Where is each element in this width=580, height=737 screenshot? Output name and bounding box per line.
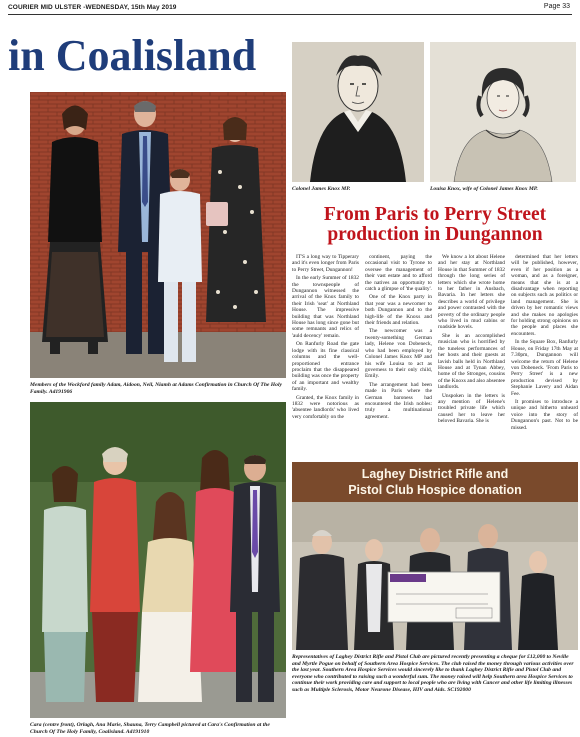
story-column-3 (438, 254, 505, 454)
photo-family-confirmation (30, 92, 286, 378)
laghey-photo-illustration (292, 502, 578, 650)
portrait2-caption: Louisa Knox, wife of Colonel James Knox MP. (430, 186, 538, 192)
story-body (292, 254, 578, 454)
story-paragraph: The newcomer was a twenty-something German lady, Helene von Dobeneck, who had been employed by Colonel James Knox MP and his wife Louisa to act as governess to their only child, Emily. (365, 328, 432, 380)
cara-photo-illustration (30, 402, 286, 718)
story-paragraph: On Ranfurly Road the gate lodge with its fine classical columns and the well-proportioned entrance proclaim that the disappeared building was once the property of an important and wealthy family. (292, 341, 359, 393)
story-paragraph: One of the Knox party in that year was a newcomer to both Dungannon and to the high-life of the Knoxs and their friends and relation. (365, 294, 432, 327)
photo-laghey-donation (292, 462, 578, 650)
story-paragraph: In the Square Box, Ranfurly House, on Friday 17th May at 7.30pm, Dungannon will welcome the return of Helene von Dobeneck. 'From Paris to Perry Street' is a new production devised by Stephanie Lavery and Aidan Fee. (511, 339, 578, 397)
page-number: Page 33 (543, 3, 570, 10)
banner-line-2: Pistol Club Hospice donation (348, 483, 522, 497)
story-paragraph: continent, paying the occasional visit to Tyrone to oversee the management of their vast estate and to afford the natives an opportunity to catch a glimpse of 'the quality'. (365, 254, 432, 293)
photo2-caption: Cara (centre front), Orlagh, Ana Marie, Shauna, Terry Campbell pictured at Cara's Confirmation at the Church Of The Holy Family, Coalisland. Ad191910 (30, 722, 270, 735)
laghey-caption: Representatives of Laghey District Rifle and Pistol Club are pictured recently presenting a cheque for £12,000 to Neville and Myrtle Pogue on behalf of Southern Area Hospice Services. The club raised the money through various activities over the last year. Southern Area Hospice Services would sincerely like to thank Laghey District Rifle and Pistol Club and everyone who contributed to raising such a wonderful sum. The money raised will help Southern area Hospice Services to continue their work providing care and support to local people who are living with Cancer and other life limiting illnesses such as Multiple Sclerosis, Motor Neurone Disease, HIV and Aids. SC192000 (292, 654, 574, 693)
photo-cara-confirmation (30, 402, 286, 718)
story-paragraph: She is an accomplished musician who is horrified by the tuneless performances of her hosts and their guests at lavish balls held in Northland House and at Tynan Abbey, home of the Stronges, cousins of the Knoxs and also absentee landlords. (438, 332, 505, 391)
story-paragraph: The arrangement had been made in Paris where the German baroness had encountered the Irish nobles: truly a multinational agreement. (365, 381, 432, 420)
story-column-4 (511, 254, 578, 454)
story-paragraph: determined that her letters will be published, however, even if her position as a woman, and as a foreigner, means that she is at a disadvantage when reporting on subjects such as politics or land management. She is driven by her romantic views and she makes no apologies for holding strong opinions on the people and places she encounters. (511, 254, 578, 337)
publication-line: COURIER MID ULSTER -WEDNESDAY, 15th May 2019 (8, 4, 177, 11)
story-paragraph: IT'S a long way to Tipperary and it's even longer from Paris to Perry Street, Dungannon! (292, 254, 359, 273)
header-rule (8, 14, 572, 15)
portrait1-caption: Colonel James Knox MP. (292, 186, 351, 192)
laghey-banner (292, 464, 578, 500)
story-paragraph: Unspoken in the letters is any mention of Helene's troubled private life which caused her to leave her beloved Bavaria. She is (438, 392, 505, 425)
story-column-2 (365, 254, 432, 454)
photo1-caption: Members of the Wockford family Adam, Aidoon, Neil, Niamh at Adams Confirmation in Church Of The Holy Family. Ad191906 (30, 382, 282, 395)
portrait-james-knox (292, 42, 424, 182)
banner-line-1: Laghey District Rifle and (361, 467, 509, 481)
story-title: From Paris to Perry Street production in Dungannon (323, 204, 547, 245)
portrait-woman-illustration (430, 42, 576, 182)
portrait-louisa-knox (430, 42, 576, 182)
story-paragraph: We know a lot about Helene and her stay at Northland House in that Summer of 1832 through the long series of letters which she wrote home to her father in Ansbach, Bavaria. In her letters she describes a world of privilege and power contrasted with the poverty of the ordinary people who lived in mud cabins or roadside hovels. (438, 254, 505, 331)
story-column-1 (292, 254, 359, 454)
story-paragraph: In the early Summer of 1832 the townspeople of Dungannon witnessed the arrival of the Knox family to their Irish 'seat' at Northland House. The impressive building that was Northland House has long since gone but some remnants and relics of 'auld decency' remain. (292, 275, 359, 339)
family-photo-illustration (30, 92, 286, 378)
story-paragraph: It promises to introduce a unique and hitherto unheard voice into the story of Dungannon's past. Not to be missed. (511, 398, 578, 431)
portrait-man-illustration (292, 42, 424, 182)
headline: in Coalisland (8, 31, 257, 80)
story-paragraph: Granted, the Knox family in 1832 were notorious as 'absentee landlords' who lived very comfortably on the (292, 394, 359, 420)
